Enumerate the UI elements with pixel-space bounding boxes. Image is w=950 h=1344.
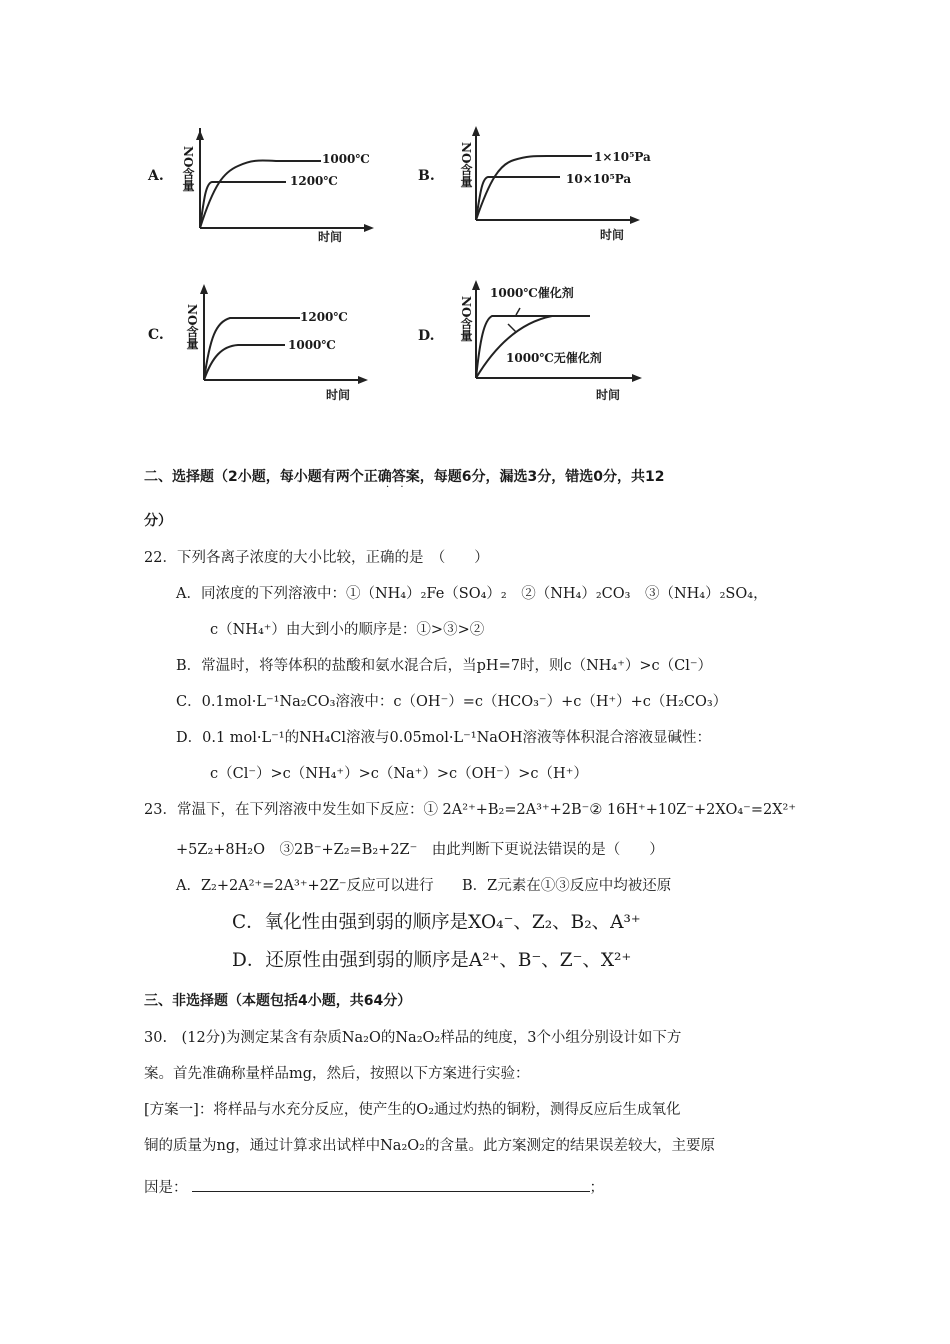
graph-d-ylabel: NO含量 [459,296,473,342]
graph-d-lower-label: 1000℃无催化剂 [506,351,602,365]
q23-option-a: A．Z₂+2A²⁺=2A³⁺+2Z⁻反应可以进行 [176,878,434,894]
q30-line1: 30. (12分)为测定某含有杂质Na₂O的Na₂O₂样品的纯度，3个小组分别设计如下方 [144,1030,682,1046]
graph-c-lower-label: 1000℃ [288,338,336,352]
q30-line5-prefix: 因是： [144,1180,188,1196]
graph-a-ylabel: NO含量 [181,146,195,192]
q22-option-d-line2: c（Cl⁻）>c（NH₄⁺）>c（Na⁺）>c（OH⁻）>c（H⁺） [210,766,588,782]
graph-d-xlabel: 时间 [596,388,621,402]
graph-a-plot [176,128,386,246]
q22-option-c: C．0.1mol·L⁻¹Na₂CO₃溶液中：c（OH⁻）=c（HCO₃⁻）+c（H⁺）+c（H₂CO₃） [176,694,728,710]
graph-d-letter: D. [418,328,435,344]
q23-option-b: B．Z元素在①③反应中均被还原 [462,878,672,894]
q23-stem-line2: +5Z₂+8H₂O ③2B⁻+Z₂=B₂+2Z⁻ 由此判断下更说法错误的是（ ） [176,842,664,858]
graph-b-lower-label: 10×10⁵Pa [566,172,632,186]
graph-c-plot [180,282,380,400]
graph-a-xlabel: 时间 [318,230,343,244]
graph-c-letter: C. [148,327,164,343]
q30-line5-suffix: ； [589,1180,604,1196]
q30-line4: 铜的质量为ng，通过计算求出试样中Na₂O₂的含量。此方案测定的结果误差较大，主要原 [144,1138,715,1154]
emphasis-dots: · · [386,482,408,493]
q23-option-d: D．还原性由强到弱的顺序是A²⁺、B⁻、Z⁻、X²⁺ [232,950,632,971]
graph-a-upper-label: 1000℃ [322,152,370,166]
answer-blank[interactable] [192,1177,590,1192]
graph-d-upper-label: 1000℃催化剂 [490,286,574,300]
q30-line5 [144,1176,604,1197]
graph-c-xlabel: 时间 [326,388,351,402]
section3-heading: 三、非选择题（本题包括4小题，共64分） [144,993,412,1009]
q22-option-a-line1: A．同浓度的下列溶液中：①（NH₄）₂Fe（SO₄）₂ ②（NH₄）₂CO₃ ③（NH₄）₂SO₄， [176,586,768,602]
graph-b-letter: B. [418,168,435,184]
graph-b-upper-label: 1×10⁵Pa [594,150,651,164]
graph-a-lower-label: 1200℃ [290,174,338,188]
graph-b-ylabel: NO含量 [459,142,473,188]
section2-heading-line2: 分） [144,513,172,529]
graph-c-upper-label: 1200℃ [300,310,348,324]
q23-stem-line1: 23．常温下，在下列溶液中发生如下反应：① 2A²⁺+B₂=2A³⁺+2B⁻② 16H⁺+10Z⁻+2XO₄⁻=2X²⁺ [144,802,796,818]
q22-option-a-line2: c（NH₄⁺）由大到小的顺序是：①>③>② [210,622,485,638]
q22-stem: 22．下列各离子浓度的大小比较，正确的是 （ ） [144,550,489,566]
q30-line2: 案。首先准确称量样品mg，然后，按照以下方案进行实验： [144,1066,530,1082]
section2-heading-line1: 二、选择题（2小题，每小题有两个正确答案，每题6分，漏选3分，错选0分，共12 [144,469,665,485]
graph-c-ylabel: NO含量 [185,304,199,350]
q23-option-c: C．氧化性由强到弱的顺序是XO₄⁻、Z₂、B₂、A³⁺ [232,912,641,933]
graph-b-xlabel: 时间 [600,228,625,242]
q22-option-b: B．常温时，将等体积的盐酸和氨水混合后，当pH=7时，则c（NH₄⁺）>c（Cl⁻） [176,658,713,674]
q22-option-d-line1: D．0.1 mol·L⁻¹的NH₄Cl溶液与0.05mol·L⁻¹NaOH溶液等体积混合溶液显碱性： [176,730,711,746]
graph-a-letter: A. [148,168,164,184]
q30-line3: [方案一]：将样品与水充分反应，使产生的O₂通过灼热的铜粉，测得反应后生成氧化 [144,1102,681,1118]
